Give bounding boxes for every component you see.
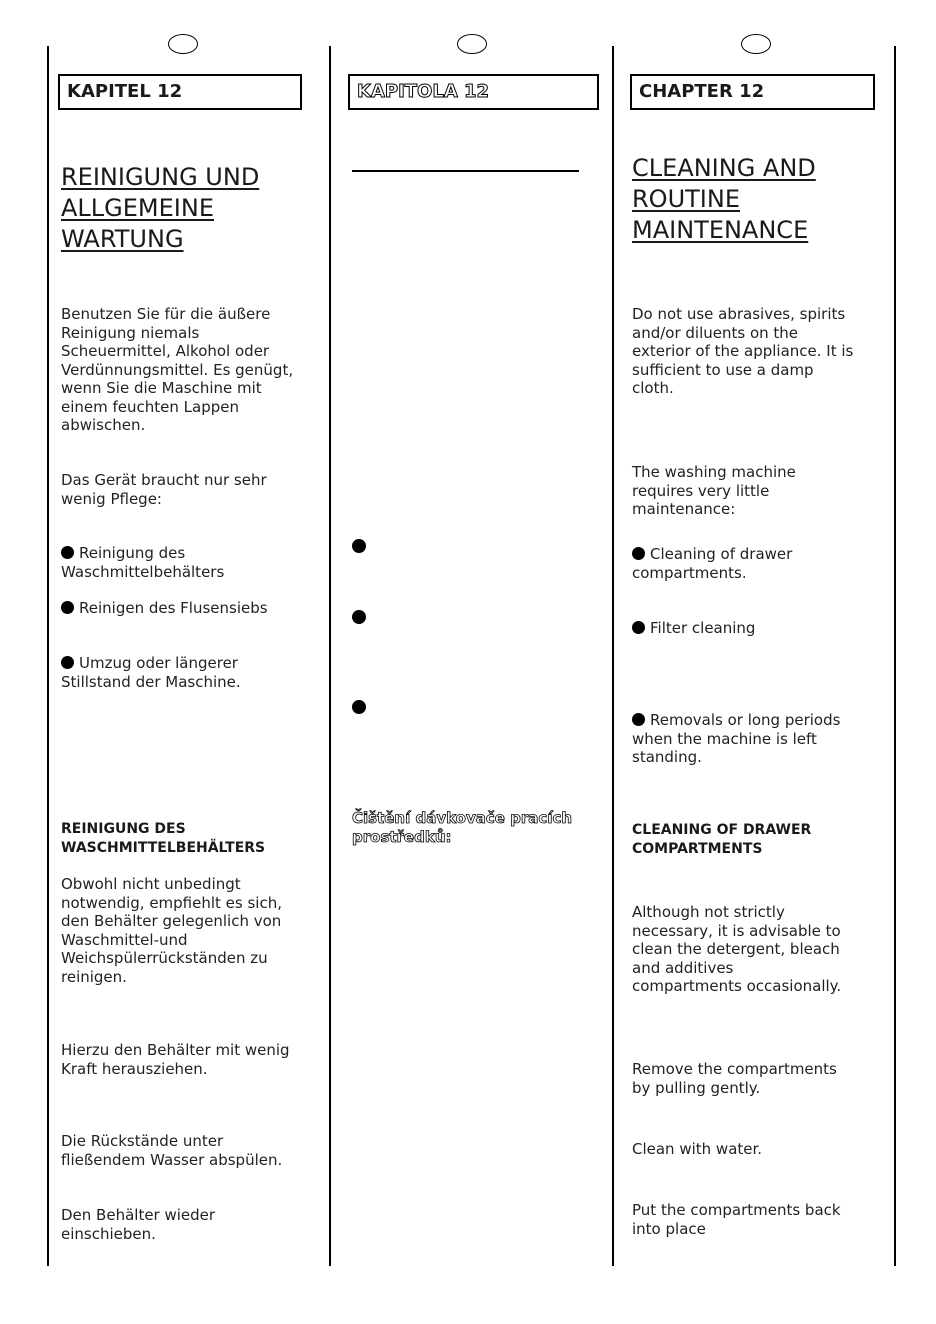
bullet-3-de	[61, 654, 241, 691]
section-p1-de: Obwohl nicht unbedingt notwendig, empfiehlt es sich, den Behälter gelegenlich von Waschmittel-und Weichspülerrückständen zu reinigen.	[61, 875, 282, 986]
bullet-dot-icon	[632, 621, 645, 634]
section-p4-en: Put the compartments back into place	[632, 1201, 841, 1238]
bullet-1-de-text: Reinigung des Waschmittelbehälters	[61, 544, 225, 581]
language-circle-en	[741, 34, 771, 54]
bullet-1-en-text: Cleaning of drawer compartments.	[632, 545, 793, 582]
bullet-1-en	[632, 545, 792, 582]
title-en: CLEANING AND ROUTINE MAINTENANCE	[632, 154, 816, 244]
bullet-dot-icon	[632, 713, 645, 726]
section-p3-en: Clean with water.	[632, 1140, 763, 1158]
language-circle-cz	[457, 34, 487, 54]
intro-de: Benutzen Sie für die äußere Reinigung niemals Scheuermittel, Alkohol oder Verdünnungsmittel. Es genügt, wenn Sie die Maschine mit einem feuchten Lappen abwischen.	[61, 305, 294, 434]
bullet-dot-icon	[632, 547, 645, 560]
bullet-2-en	[632, 619, 755, 638]
column-divider-center-right	[612, 46, 614, 1266]
bullet-2-en-text: Filter cleaning	[650, 619, 756, 637]
care-de: Das Gerät braucht nur sehr wenig Pflege:	[61, 471, 267, 508]
column-divider-left	[47, 46, 49, 1266]
bullet-1-de	[61, 544, 224, 581]
section-heading-en: CLEANING OF DRAWER COMPARTMENTS	[632, 822, 812, 857]
chapter-box-cz: KAPITOLA 12	[348, 74, 599, 110]
bullet-2-de	[61, 599, 268, 618]
section-p3-de: Die Rückstände unter fließendem Wasser abspülen.	[61, 1132, 283, 1169]
bullet-dot-icon	[352, 700, 366, 714]
column-divider-center-left	[329, 46, 331, 1266]
chapter-box-en: CHAPTER 12	[630, 74, 875, 110]
section-heading-cz: Čištění dávkovače pracích prostředků:	[352, 809, 573, 846]
language-circle-de	[168, 34, 198, 54]
care-en: The washing machine requires very little maintenance:	[632, 463, 796, 518]
bullet-dot-icon	[61, 656, 74, 669]
bullet-2-de-text: Reinigen des Flusensiebs	[79, 599, 268, 617]
section-p2-de: Hierzu den Behälter mit wenig Kraft herausziehen.	[61, 1041, 290, 1078]
section-p2-en: Remove the compartments by pulling gently.	[632, 1060, 837, 1097]
bullet-dot-icon	[61, 546, 74, 559]
column-divider-right	[894, 46, 896, 1266]
bullet-dot-icon	[352, 610, 366, 624]
bullet-dot-icon	[352, 539, 366, 553]
bullet-3-en	[632, 711, 840, 767]
bullet-3-de-text: Umzug oder längerer Stillstand der Maschine.	[61, 654, 241, 691]
bullet-3-en-text: Removals or long periods when the machine is left standing.	[632, 711, 841, 766]
bullet-dot-icon	[61, 601, 74, 614]
title-underline-cz	[352, 170, 579, 172]
section-p4-de: Den Behälter wieder einschieben.	[61, 1206, 216, 1243]
section-heading-de: REINIGUNG DES WASCHMITTELBEHÄLTERS	[61, 821, 266, 856]
section-p1-en: Although not strictly necessary, it is advisable to clean the detergent, bleach and additives compartments occasionally.	[632, 903, 842, 995]
chapter-box-de: KAPITEL 12	[58, 74, 302, 110]
title-de: REINIGUNG UND ALLGEMEINE WARTUNG	[61, 163, 260, 253]
intro-en: Do not use abrasives, spirits and/or diluents on the exterior of the appliance. It is sufficient to use a damp cloth.	[632, 305, 854, 397]
